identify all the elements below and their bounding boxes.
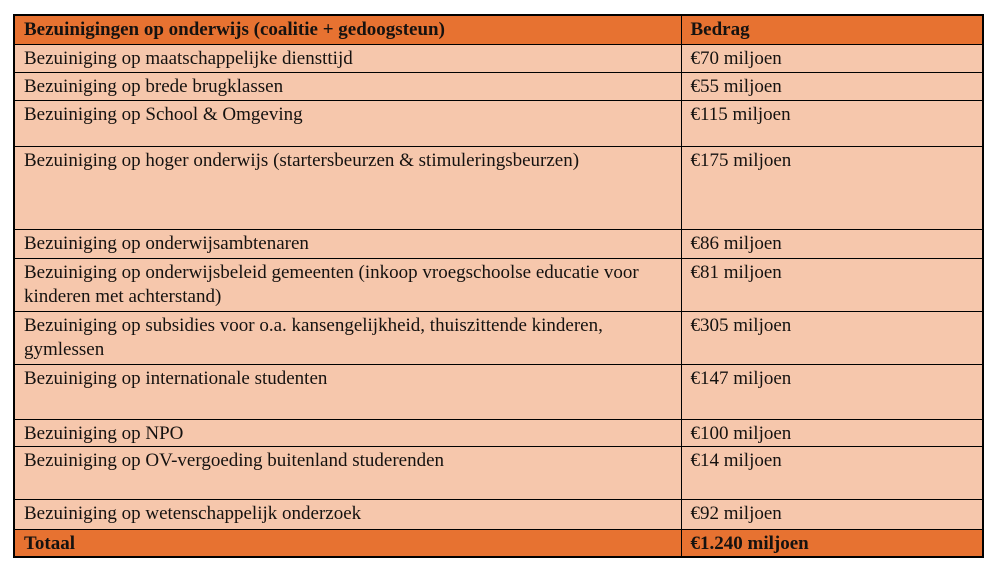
total-label: Totaal [14, 529, 681, 557]
table-row [14, 419, 983, 446]
table-row [14, 72, 983, 100]
table-row [14, 229, 983, 258]
row-amount: €100 miljoen [681, 419, 983, 446]
row-label: Bezuiniging op wetenschappelijk onderzoek [14, 499, 681, 529]
table-row [14, 446, 983, 499]
row-label: Bezuiniging op brede brugklassen [14, 72, 681, 100]
row-label: Bezuiniging op hoger onderwijs (startersbeurzen & stimuleringsbeurzen) [14, 146, 681, 229]
table-header-row [14, 15, 983, 44]
table-row [14, 311, 983, 364]
row-amount: €147 miljoen [681, 364, 983, 419]
row-amount: €70 miljoen [681, 44, 983, 72]
row-label: Bezuiniging op internationale studenten [14, 364, 681, 419]
row-label: Bezuiniging op OV-vergoeding buitenland studerenden [14, 446, 681, 499]
row-amount: €92 miljoen [681, 499, 983, 529]
document-page [13, 14, 984, 558]
table-row [14, 258, 983, 311]
row-label: Bezuiniging op maatschappelijke diensttijd [14, 44, 681, 72]
row-amount: €86 miljoen [681, 229, 983, 258]
column-header-category: Bezuinigingen op onderwijs (coalitie + gedoogsteun) [14, 15, 681, 44]
row-label: Bezuiniging op School & Omgeving [14, 100, 681, 146]
row-label: Bezuiniging op NPO [14, 419, 681, 446]
education-budget-cuts-table [13, 14, 984, 558]
table-total-row [14, 529, 983, 557]
table-row [14, 146, 983, 229]
row-label: Bezuiniging op onderwijsbeleid gemeenten (inkoop vroegschoolse educatie voor kinderen met achterstand) [14, 258, 681, 311]
row-amount: €81 miljoen [681, 258, 983, 311]
table-row [14, 364, 983, 419]
column-header-amount: Bedrag [681, 15, 983, 44]
row-label: Bezuiniging op subsidies voor o.a. kansengelijkheid, thuiszittende kinderen, gymlessen [14, 311, 681, 364]
row-amount: €305 miljoen [681, 311, 983, 364]
row-amount: €115 miljoen [681, 100, 983, 146]
row-label: Bezuiniging op onderwijsambtenaren [14, 229, 681, 258]
table-row [14, 100, 983, 146]
table-row [14, 44, 983, 72]
row-amount: €175 miljoen [681, 146, 983, 229]
row-amount: €55 miljoen [681, 72, 983, 100]
total-amount: €1.240 miljoen [681, 529, 983, 557]
table-row [14, 499, 983, 529]
row-amount: €14 miljoen [681, 446, 983, 499]
